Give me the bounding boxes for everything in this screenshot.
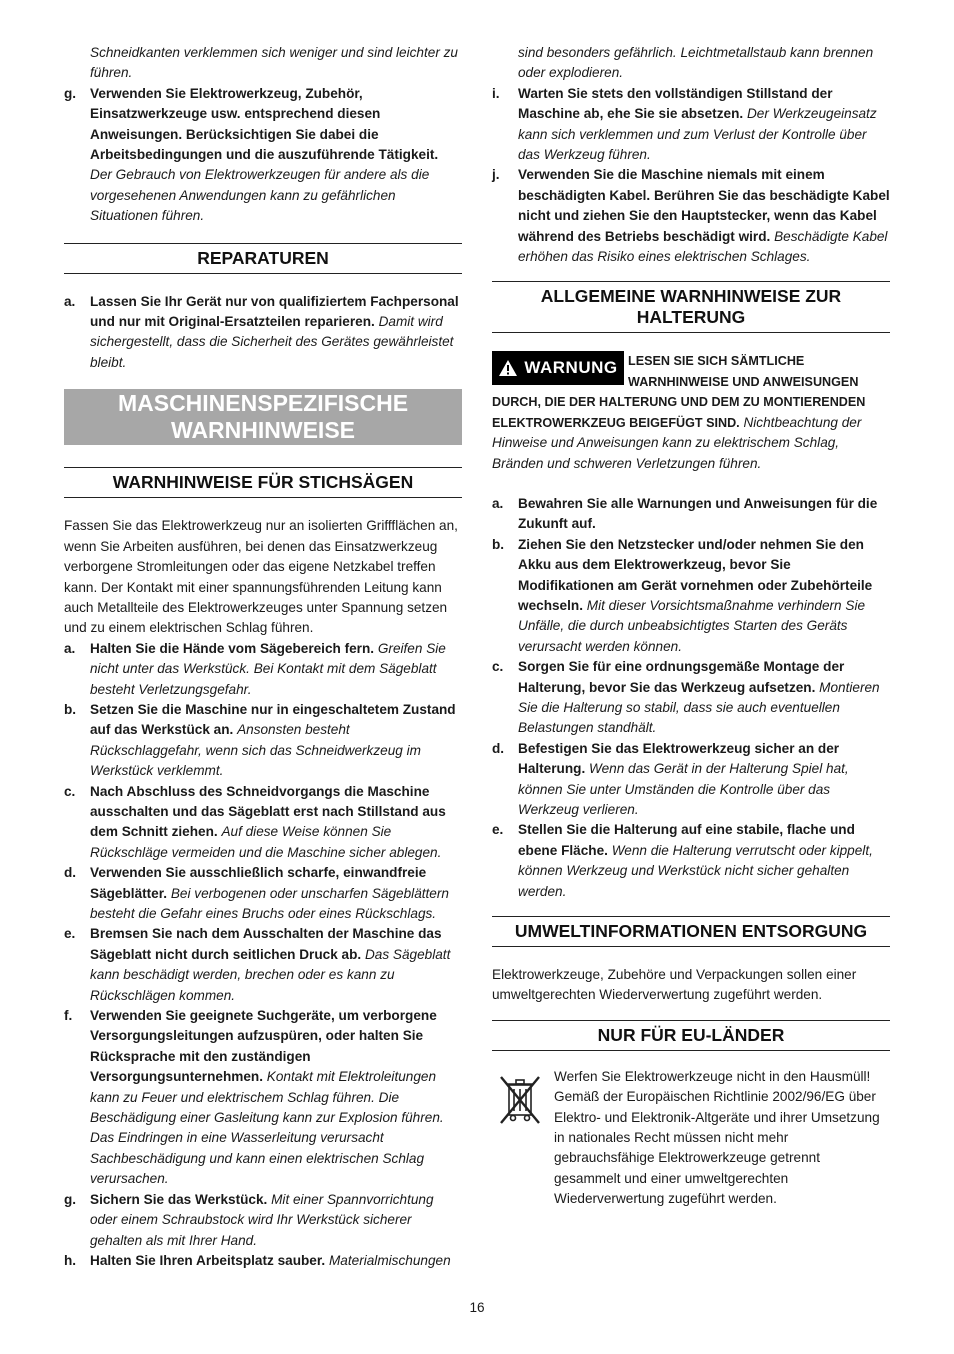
item-bold-text: Sorgen Sie für eine ordnungsgemäße Montage der Halterung, bevor Sie das Werkzeug aufsetzen. <box>518 659 845 695</box>
section-heading-eu: NUR FÜR EU-LÄNDER <box>492 1020 890 1051</box>
warning-badge <box>492 351 624 385</box>
item-italic-text: Der Gebrauch von Elektrowerkzeugen für andere als die vorgesehenen Anwendungen kann zu gefährlichen Situationen führen. <box>90 167 430 224</box>
section-heading-stichsaegen: WARNHINWEISE FÜR STICHSÄGEN <box>64 467 462 498</box>
list-item <box>64 1006 462 1190</box>
item-bold-text: Verwenden Sie Elektrowerkzeug, Zubehör, Einsatzwerkzeuge usw. entsprechend diesen Anweisungen. Berücksichtigen Sie dabei die Arbeitsbedingungen und die auszuführende Tätigkeit. <box>90 85 439 163</box>
item-label: j. <box>492 167 500 183</box>
warning-bold-text: LESEN SIE SICH SÄMTLICHE WARNHINWEISE UND ANWEISUNGEN DURCH, DIE DER HALTERUNG UND DEM ZU MONTIERENDEN ELEKTROWERKZEUG BEIGEFÜGT SIND. <box>492 354 866 430</box>
item-italic-text: Das Sägeblatt kann beschädigt werden, brechen oder es kann zu Rückschlägen kommen. <box>90 946 451 1003</box>
umwelt-paragraph: Elektrowerkzeuge, Zubehöre und Verpackungen sollen einer umweltgerechten Wiederverwertung zugeführt werden. <box>492 967 857 1003</box>
item-label: a. <box>64 640 76 656</box>
list-item <box>64 1190 462 1251</box>
banner-line-1: MASCHINENSPEZIFISCHE <box>117 390 409 417</box>
item-italic-text: Wenn das Gerät in der Halterung Spiel hat, können Sie unter Umständen die Kontrolle über das Werkzeug verlieren. <box>518 761 849 817</box>
item-bold-text: Sichern Sie das Werkstück. <box>90 1191 268 1207</box>
item-italic-text: Damit wird sichergestellt, dass die Sicherheit des Gerätes gewährleistet bleibt. <box>90 314 454 370</box>
list-item <box>492 165 890 267</box>
warning-label: WARNUNG <box>524 358 618 378</box>
continued-text: Schneidkanten verklemmen sich weniger und sind leichter zu führen. <box>90 45 458 81</box>
item-italic-text: Materialmischungen <box>328 1252 451 1268</box>
item-italic-text: Auf diese Weise können Sie Rückschläge vermeiden und die Maschine sicher ablegen. <box>90 824 442 860</box>
item-bold-text: Halten Sie Ihren Arbeitsplatz sauber. <box>90 1252 326 1268</box>
item-bold-text: Verwenden Sie geeignete Suchgeräte, um verborgene Versorgungsleitungen aufzuspüren, oder halten Sie Rücksprache mit den zuständigen Versorgungsunternehmen. <box>90 1008 437 1085</box>
item-bold-text: Warten Sie stets den vollständigen Stillstand der Maschine ab, ehe Sie sie absetzen. <box>518 85 833 122</box>
item-label: c. <box>64 783 76 799</box>
item-italic-text: Bei verbogenen oder unscharfen Sägeblättern besteht die Gefahr eines Bruchs oder eines Rückschlags. <box>90 885 449 921</box>
item-label: g. <box>64 1191 77 1207</box>
item-bold-text: Stellen Sie die Halterung auf eine stabile, flache und ebene Fläche. <box>518 822 855 858</box>
list-item <box>64 863 462 924</box>
section-heading-reparaturen: REPARATUREN <box>64 243 462 274</box>
list-item <box>492 657 890 739</box>
list-item <box>64 1251 462 1271</box>
item-label: d. <box>492 740 505 756</box>
list-item <box>64 700 462 782</box>
item-label: e. <box>64 926 76 942</box>
page-number: 16 <box>469 1300 485 1315</box>
item-bold-text: Ziehen Sie den Netzstecker und/oder nehmen Sie den Akku aus dem Elektrowerkzeug, bevor Sie Modifikationen am Gerät vornehmen oder Zubehörteile wechseln. <box>518 536 873 613</box>
list-item <box>492 820 890 902</box>
list-item <box>64 924 462 1006</box>
continued-list <box>492 84 890 268</box>
item-italic-text: Mit einer Spannvorrichtung oder einem Schraubstock wird Ihr Werkstück sicherer gehalten als mit Ihrer Hand. <box>90 1191 434 1248</box>
item-italic-text: Montieren Sie die Halterung so stabil, dass sie auch eventuellen Belastungen standhält. <box>518 679 880 736</box>
warning-triangle-icon <box>498 359 518 377</box>
section-heading-halterung <box>492 281 890 333</box>
list-item <box>492 535 890 657</box>
item-italic-text: Greifen Sie nicht unter das Werkstück. Bei Kontakt mit dem Sägeblatt besteht Verletzungsgefahr. <box>90 640 446 697</box>
item-label: b. <box>492 536 505 552</box>
list-item-g-general <box>64 84 462 227</box>
stichsaegen-list <box>64 639 462 1272</box>
item-bold-text: Verwenden Sie ausschließlich scharfe, einwandfreie Sägeblätter. <box>90 865 427 901</box>
item-bold-text: Bewahren Sie alle Warnungen und Anweisungen für die Zukunft auf. <box>518 495 878 532</box>
continued-text: sind besonders gefährlich. Leichtmetallstaub kann brennen oder explodieren. <box>518 45 874 81</box>
item-label: h. <box>64 1252 77 1268</box>
item-label: a. <box>64 293 76 309</box>
list-item <box>492 494 890 535</box>
item-italic-text: Der Werkzeugeinsatz kann sich verklemmen und zum Verlust der Kontrolle über das Werkzeug führen. <box>518 106 877 163</box>
intro-paragraph: Fassen Sie das Elektrowerkzeug nur an isolierten Griffflächen an, wenn Sie Arbeiten ausführen, bei denen das Einsatzwerkzeug verborgene Stromleitungen oder das eigene Netzkabel treffen kann. Der Kontakt mit einer spannungsführenden Leitung kann auch Metallteile des Elektrowerkzeuges unter Spannung setzen und zu einem elektrischen Schlag führen. <box>64 518 458 636</box>
list-item-repair-a <box>64 292 462 374</box>
item-label: f. <box>64 1008 73 1024</box>
item-label: c. <box>492 659 504 675</box>
item-label: e. <box>492 822 504 838</box>
item-italic-text: Wenn die Halterung verrutscht oder kippelt, können Werkzeug und Werkstück nicht sicher gehalten werden. <box>518 842 873 899</box>
warning-block <box>492 351 890 473</box>
item-italic-text: Kontakt mit Elektroleitungen kann zu Feuer und elektrischem Schlag führen. Die Beschädigung einer Gasleitung kann zur Explosion führen. Das Eindringen in eine Wasserleitung verursacht Sachbeschädigung und kann einen elektrischen Schlag verursachen. <box>90 1069 444 1187</box>
list-item <box>64 782 462 864</box>
item-bold-text: Nach Abschluss des Schneidvorgangs die Maschine ausschalten und das Sägeblatt erst nach Stillstand aus dem Schnitt ziehen. <box>90 783 446 840</box>
item-label: a. <box>492 495 504 511</box>
item-label: i. <box>492 85 500 101</box>
section-banner-maschinenspezifische <box>64 389 462 445</box>
item-bold-text: Bremsen Sie nach dem Ausschalten der Maschine das Sägeblatt nicht durch seitlichen Druck ab. <box>90 926 442 962</box>
item-italic-text: Ansonsten besteht Rückschlaggefahr, wenn sich das Schneidwerkzeug im Werkstück verklemmt. <box>90 722 421 779</box>
eu-disposal-block <box>492 1067 890 1210</box>
item-italic-text: Mit dieser Vorsichtsmaßnahme verhindern Sie Unfälle, die durch unbeabsichtigtes Starten des Geräts verursacht werden können. <box>518 597 866 654</box>
item-bold-text: Halten Sie die Hände vom Sägebereich fern. <box>90 640 375 656</box>
item-bold-text: Verwenden Sie die Maschine niemals mit einem beschädigten Kabel. Berühren Sie das beschädigte Kabel nicht und ziehen Sie den Hauptstecker, wenn das Kabel während des Betriebs beschädigt wird. <box>518 167 890 244</box>
list-item <box>492 739 890 821</box>
item-label: b. <box>64 701 77 717</box>
section-heading-umwelt: UMWELTINFORMATIONEN ENTSORGUNG <box>492 916 890 947</box>
warning-italic-text: Nichtbeachtung der Hinweise und Anweisungen kann zu elektrischem Schlag, Bränden und schweren Verletzungen führen. <box>492 414 862 471</box>
item-label: g. <box>64 85 77 101</box>
list-item <box>492 84 890 166</box>
item-bold-text: Befestigen Sie das Elektrowerkzeug sicher an der Halterung. <box>518 740 840 777</box>
eu-paragraph: Werfen Sie Elektrowerkzeuge nicht in den Hausmüll! Gemäß der Europäischen Richtlinie 2002/96/EG über Elektro- und Elektronik-Altgeräte und ihrer Umsetzung in nationales Recht müssen nicht mehr gebrauchsfähige Elektrowerkzeuge getrennt gesammelt und einer umweltgerechten Wiederverwertung zugeführt werden. <box>554 1068 880 1207</box>
item-bold-text: Setzen Sie die Maschine nur in eingeschaltetem Zustand auf das Werkstück an. <box>90 701 456 738</box>
banner-line-2: WARNHINWEISE <box>171 417 355 444</box>
item-label: d. <box>64 865 77 881</box>
heading-line-2: HALTERUNG <box>636 307 746 328</box>
right-column <box>492 43 890 1210</box>
left-column <box>64 43 462 1271</box>
crossed-out-bin-icon <box>498 1075 542 1125</box>
halterung-list <box>492 494 890 902</box>
heading-line-1: ALLGEMEINE WARNHINWEISE ZUR <box>540 286 842 307</box>
item-italic-text: Beschädigte Kabel erhöhen das Risiko eines elektrischen Schlages. <box>518 228 888 265</box>
list-item <box>64 639 462 700</box>
item-bold-text: Lassen Sie Ihr Gerät nur von qualifiziertem Fachpersonal und nur mit Original-Ersatzteilen reparieren. <box>90 293 459 330</box>
